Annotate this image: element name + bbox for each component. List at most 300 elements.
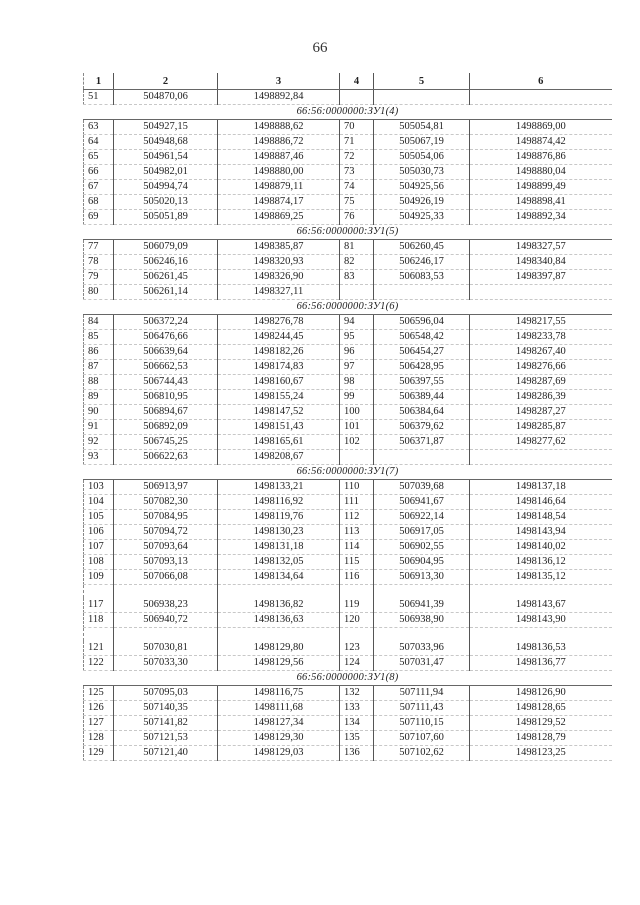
table-cell: 112 (340, 510, 374, 525)
table-cell: 506941,39 (374, 598, 470, 613)
table-cell: 504927,15 (114, 120, 218, 135)
table-cell: 1498127,34 (218, 716, 340, 731)
table-cell: 507039,68 (374, 480, 470, 495)
table-cell: 1498136,63 (218, 613, 340, 628)
table-cell: 504925,33 (374, 210, 470, 225)
table-cell (470, 450, 612, 465)
empty-cell (84, 585, 114, 599)
table-cell: 504961,54 (114, 150, 218, 165)
table-cell: 506938,23 (114, 598, 218, 613)
table-cell: 1498165,61 (218, 435, 340, 450)
table-cell: 507121,40 (114, 746, 218, 761)
table-cell (374, 450, 470, 465)
empty-cell (470, 585, 612, 599)
table-header-row (84, 73, 612, 90)
table-cell: 1498111,68 (218, 701, 340, 716)
table-cell: 507095,03 (114, 686, 218, 701)
table-cell: 82 (340, 255, 374, 270)
table-cell: 1498151,43 (218, 420, 340, 435)
empty-cell (114, 628, 218, 642)
table-cell: 504926,19 (374, 195, 470, 210)
table-cell: 506261,14 (114, 285, 218, 300)
empty-cell (470, 628, 612, 642)
table-cell: 107 (84, 540, 114, 555)
section-title: 66:56:0000000:ЗУ1(7) (84, 465, 612, 480)
table-cell: 507084,95 (114, 510, 218, 525)
empty-cell (374, 628, 470, 642)
table-row (84, 495, 612, 510)
table-cell: 119 (340, 598, 374, 613)
table-cell: 132 (340, 686, 374, 701)
table-cell: 88 (84, 375, 114, 390)
table-row (84, 510, 612, 525)
table-cell: 1498287,69 (470, 375, 612, 390)
table-cell: 1498397,87 (470, 270, 612, 285)
table-cell: 1498869,25 (218, 210, 340, 225)
table-cell: 1498880,00 (218, 165, 340, 180)
section-row (84, 671, 612, 686)
table-row (84, 435, 612, 450)
table-cell: 117 (84, 598, 114, 613)
table-cell: 506371,87 (374, 435, 470, 450)
table-cell: 94 (340, 315, 374, 330)
table-cell: 1498147,52 (218, 405, 340, 420)
table-cell: 506745,25 (114, 435, 218, 450)
table-cell: 120 (340, 613, 374, 628)
table-cell: 103 (84, 480, 114, 495)
table-cell: 1498385,87 (218, 240, 340, 255)
empty-cell (218, 585, 340, 599)
table-cell: 100 (340, 405, 374, 420)
table-cell: 506639,64 (114, 345, 218, 360)
table-cell: 506379,62 (374, 420, 470, 435)
table-row (84, 345, 612, 360)
table-cell: 1498160,67 (218, 375, 340, 390)
table-cell: 127 (84, 716, 114, 731)
table-row (84, 613, 612, 628)
table-cell: 113 (340, 525, 374, 540)
table-cell: 1498129,52 (470, 716, 612, 731)
table-row (84, 716, 612, 731)
table-row (84, 255, 612, 270)
table-cell: 108 (84, 555, 114, 570)
table-cell: 506260,45 (374, 240, 470, 255)
table-cell: 1498136,82 (218, 598, 340, 613)
table-cell: 71 (340, 135, 374, 150)
table-cell: 1498136,53 (470, 641, 612, 656)
table-row (84, 165, 612, 180)
table-cell: 1498276,78 (218, 315, 340, 330)
table-cell: 1498143,94 (470, 525, 612, 540)
table-cell: 505054,06 (374, 150, 470, 165)
table-cell: 506083,53 (374, 270, 470, 285)
table-cell: 506372,24 (114, 315, 218, 330)
table-cell: 506662,53 (114, 360, 218, 375)
table-cell: 1498208,67 (218, 450, 340, 465)
table-cell: 506596,04 (374, 315, 470, 330)
table-row (84, 315, 612, 330)
table-cell: 1498135,12 (470, 570, 612, 585)
table-cell: 1498233,78 (470, 330, 612, 345)
table-cell: 1498128,79 (470, 731, 612, 746)
table-cell: 507140,35 (114, 701, 218, 716)
table-cell: 506744,43 (114, 375, 218, 390)
table-cell: 1498137,18 (470, 480, 612, 495)
table-cell: 79 (84, 270, 114, 285)
table-cell: 1498148,54 (470, 510, 612, 525)
table-cell: 504925,56 (374, 180, 470, 195)
table-cell: 1498327,11 (218, 285, 340, 300)
coordinates-table (83, 73, 612, 761)
table-cell (340, 285, 374, 300)
table-cell: 1498155,24 (218, 390, 340, 405)
table-cell: 507033,96 (374, 641, 470, 656)
table-cell: 507082,30 (114, 495, 218, 510)
table-cell: 1498143,90 (470, 613, 612, 628)
table-cell: 1498277,62 (470, 435, 612, 450)
table-cell: 1498244,45 (218, 330, 340, 345)
table-cell: 504982,01 (114, 165, 218, 180)
table-cell: 1498876,86 (470, 150, 612, 165)
table-cell: 1498130,23 (218, 525, 340, 540)
table-cell: 78 (84, 255, 114, 270)
table-cell: 507094,72 (114, 525, 218, 540)
table-cell: 507031,47 (374, 656, 470, 671)
table-cell: 90 (84, 405, 114, 420)
table-row (84, 598, 612, 613)
table-cell: 507111,43 (374, 701, 470, 716)
table-cell: 1498899,49 (470, 180, 612, 195)
table-cell: 506938,90 (374, 613, 470, 628)
table-cell: 1498880,04 (470, 165, 612, 180)
table-cell: 98 (340, 375, 374, 390)
empty-cell (340, 628, 374, 642)
page-number: 66 (312, 40, 328, 56)
table-cell: 1498143,67 (470, 598, 612, 613)
table-cell: 506913,30 (374, 570, 470, 585)
table-row (84, 570, 612, 585)
table-cell: 1498327,57 (470, 240, 612, 255)
table-cell: 136 (340, 746, 374, 761)
table-cell: 123 (340, 641, 374, 656)
table-cell: 1498146,64 (470, 495, 612, 510)
table-cell: 1498888,62 (218, 120, 340, 135)
table-row (84, 420, 612, 435)
table-cell: 506246,17 (374, 255, 470, 270)
table-cell: 1498326,90 (218, 270, 340, 285)
table-cell: 1498182,26 (218, 345, 340, 360)
table-cell: 1498879,11 (218, 180, 340, 195)
table-cell: 118 (84, 613, 114, 628)
table-row (84, 195, 612, 210)
table-cell: 85 (84, 330, 114, 345)
column-header: 4 (340, 73, 374, 90)
table-cell: 1498874,42 (470, 135, 612, 150)
column-header: 2 (114, 73, 218, 90)
table-cell: 83 (340, 270, 374, 285)
section-title: 66:56:0000000:ЗУ1(6) (84, 300, 612, 315)
table-cell: 1498886,72 (218, 135, 340, 150)
table-cell: 506548,42 (374, 330, 470, 345)
table-cell: 1498285,87 (470, 420, 612, 435)
table-cell: 101 (340, 420, 374, 435)
table-cell: 507110,15 (374, 716, 470, 731)
table-row (84, 641, 612, 656)
table-row (84, 135, 612, 150)
table-row (84, 686, 612, 701)
table-cell: 1498276,66 (470, 360, 612, 375)
table-cell: 1498892,34 (470, 210, 612, 225)
table-row (84, 120, 612, 135)
table-cell: 92 (84, 435, 114, 450)
table-cell: 1498286,39 (470, 390, 612, 405)
empty-cell (374, 585, 470, 599)
table-cell: 506894,67 (114, 405, 218, 420)
table-cell (470, 90, 612, 105)
table-cell: 507093,13 (114, 555, 218, 570)
table-cell: 1498898,41 (470, 195, 612, 210)
table-row (84, 240, 612, 255)
table-row (84, 405, 612, 420)
table-cell: 89 (84, 390, 114, 405)
table-cell: 97 (340, 360, 374, 375)
table-row (84, 555, 612, 570)
empty-cell (114, 585, 218, 599)
table-cell: 76 (340, 210, 374, 225)
table-cell: 507093,64 (114, 540, 218, 555)
table-cell: 1498126,90 (470, 686, 612, 701)
table-cell: 87 (84, 360, 114, 375)
table-row (84, 731, 612, 746)
coordinates-table-body (84, 73, 612, 761)
table-cell: 74 (340, 180, 374, 195)
table-cell: 506922,14 (374, 510, 470, 525)
table-cell: 69 (84, 210, 114, 225)
table-cell: 507066,08 (114, 570, 218, 585)
table-cell: 506917,05 (374, 525, 470, 540)
table-cell: 504948,68 (114, 135, 218, 150)
table-cell: 1498129,80 (218, 641, 340, 656)
table-row (84, 390, 612, 405)
table-cell (470, 285, 612, 300)
table-cell: 506810,95 (114, 390, 218, 405)
table-cell: 110 (340, 480, 374, 495)
table-cell: 95 (340, 330, 374, 345)
table-cell: 1498887,46 (218, 150, 340, 165)
spacer-row (84, 585, 612, 599)
table-cell: 1498123,25 (470, 746, 612, 761)
table-cell: 507033,30 (114, 656, 218, 671)
table-cell: 1498129,03 (218, 746, 340, 761)
table-cell: 80 (84, 285, 114, 300)
table-row (84, 746, 612, 761)
table-cell: 125 (84, 686, 114, 701)
table-row (84, 375, 612, 390)
table-cell: 63 (84, 120, 114, 135)
table-cell: 506389,44 (374, 390, 470, 405)
table-cell: 126 (84, 701, 114, 716)
table-cell: 506261,45 (114, 270, 218, 285)
table-cell: 1498136,77 (470, 656, 612, 671)
table-row (84, 656, 612, 671)
table-cell: 134 (340, 716, 374, 731)
table-cell: 1498140,02 (470, 540, 612, 555)
table-cell: 73 (340, 165, 374, 180)
table-cell: 86 (84, 345, 114, 360)
table-cell: 1498217,55 (470, 315, 612, 330)
table-cell: 133 (340, 701, 374, 716)
table-cell: 114 (340, 540, 374, 555)
table-cell: 1498133,21 (218, 480, 340, 495)
empty-cell (218, 628, 340, 642)
table-cell: 505051,89 (114, 210, 218, 225)
table-cell: 1498128,65 (470, 701, 612, 716)
table-cell: 99 (340, 390, 374, 405)
table-cell: 507107,60 (374, 731, 470, 746)
column-header: 1 (84, 73, 114, 90)
section-row (84, 105, 612, 120)
column-header: 3 (218, 73, 340, 90)
section-title: 66:56:0000000:ЗУ1(5) (84, 225, 612, 240)
table-cell: 506913,97 (114, 480, 218, 495)
table-cell: 64 (84, 135, 114, 150)
table-cell: 1498134,64 (218, 570, 340, 585)
table-cell: 128 (84, 731, 114, 746)
table-cell: 506428,95 (374, 360, 470, 375)
table-cell: 104 (84, 495, 114, 510)
table-cell: 506892,09 (114, 420, 218, 435)
table-row (84, 285, 612, 300)
table-cell: 122 (84, 656, 114, 671)
table-cell: 506079,09 (114, 240, 218, 255)
section-row (84, 300, 612, 315)
column-header: 5 (374, 73, 470, 90)
table-cell (340, 450, 374, 465)
table-row (84, 525, 612, 540)
table-cell: 1498116,75 (218, 686, 340, 701)
table-cell: 1498129,56 (218, 656, 340, 671)
spacer-row (84, 628, 612, 642)
table-cell: 67 (84, 180, 114, 195)
table-cell: 1498119,76 (218, 510, 340, 525)
table-cell: 507111,94 (374, 686, 470, 701)
table-row (84, 150, 612, 165)
table-row (84, 210, 612, 225)
table-cell: 506940,72 (114, 613, 218, 628)
table-cell: 1498267,40 (470, 345, 612, 360)
table-cell: 105 (84, 510, 114, 525)
table-cell: 506622,63 (114, 450, 218, 465)
table-cell: 505054,81 (374, 120, 470, 135)
table-cell: 1498132,05 (218, 555, 340, 570)
table-cell: 507102,62 (374, 746, 470, 761)
table-row (84, 180, 612, 195)
table-cell: 1498320,93 (218, 255, 340, 270)
table-cell: 1498869,00 (470, 120, 612, 135)
table-row (84, 360, 612, 375)
table-cell: 109 (84, 570, 114, 585)
table-cell: 51 (84, 90, 114, 105)
table-cell: 72 (340, 150, 374, 165)
table-cell: 68 (84, 195, 114, 210)
table-row (84, 90, 612, 105)
table-cell: 1498874,17 (218, 195, 340, 210)
table-cell: 84 (84, 315, 114, 330)
table-cell: 507030,81 (114, 641, 218, 656)
section-title: 66:56:0000000:ЗУ1(4) (84, 105, 612, 120)
table-cell: 1498892,84 (218, 90, 340, 105)
section-title: 66:56:0000000:ЗУ1(8) (84, 671, 612, 686)
table-cell: 505030,73 (374, 165, 470, 180)
table-cell: 506904,95 (374, 555, 470, 570)
table-cell: 96 (340, 345, 374, 360)
table-cell: 102 (340, 435, 374, 450)
table-cell: 506384,64 (374, 405, 470, 420)
table-cell: 81 (340, 240, 374, 255)
table-row (84, 540, 612, 555)
table-cell: 135 (340, 731, 374, 746)
table-cell (374, 90, 470, 105)
table-cell: 1498174,83 (218, 360, 340, 375)
table-cell: 505020,13 (114, 195, 218, 210)
table-cell: 504870,06 (114, 90, 218, 105)
table-cell: 93 (84, 450, 114, 465)
table-cell: 507141,82 (114, 716, 218, 731)
table-row (84, 480, 612, 495)
table-row (84, 450, 612, 465)
table-cell: 65 (84, 150, 114, 165)
table-cell: 1498340,84 (470, 255, 612, 270)
table-cell (340, 90, 374, 105)
table-cell: 506476,66 (114, 330, 218, 345)
table-cell: 111 (340, 495, 374, 510)
table-cell: 1498129,30 (218, 731, 340, 746)
table-cell: 505067,19 (374, 135, 470, 150)
table-cell: 129 (84, 746, 114, 761)
table-cell: 506397,55 (374, 375, 470, 390)
empty-cell (84, 628, 114, 642)
table-cell: 75 (340, 195, 374, 210)
table-cell: 1498131,18 (218, 540, 340, 555)
table-cell: 106 (84, 525, 114, 540)
table-cell: 1498116,92 (218, 495, 340, 510)
table-row (84, 270, 612, 285)
table-cell: 506246,16 (114, 255, 218, 270)
table-cell: 504994,74 (114, 180, 218, 195)
table-cell: 115 (340, 555, 374, 570)
table-cell: 121 (84, 641, 114, 656)
table-cell: 124 (340, 656, 374, 671)
table-cell: 506454,27 (374, 345, 470, 360)
table-cell: 507121,53 (114, 731, 218, 746)
empty-cell (340, 585, 374, 599)
column-header: 6 (470, 73, 612, 90)
table-cell: 1498136,12 (470, 555, 612, 570)
table-cell: 506902,55 (374, 540, 470, 555)
table-cell: 1498287,27 (470, 405, 612, 420)
section-row (84, 465, 612, 480)
table-row (84, 701, 612, 716)
table-cell (374, 285, 470, 300)
table-cell: 77 (84, 240, 114, 255)
table-row (84, 330, 612, 345)
section-row (84, 225, 612, 240)
table-cell: 91 (84, 420, 114, 435)
table-cell: 70 (340, 120, 374, 135)
table-cell: 66 (84, 165, 114, 180)
table-cell: 116 (340, 570, 374, 585)
table-cell: 506941,67 (374, 495, 470, 510)
